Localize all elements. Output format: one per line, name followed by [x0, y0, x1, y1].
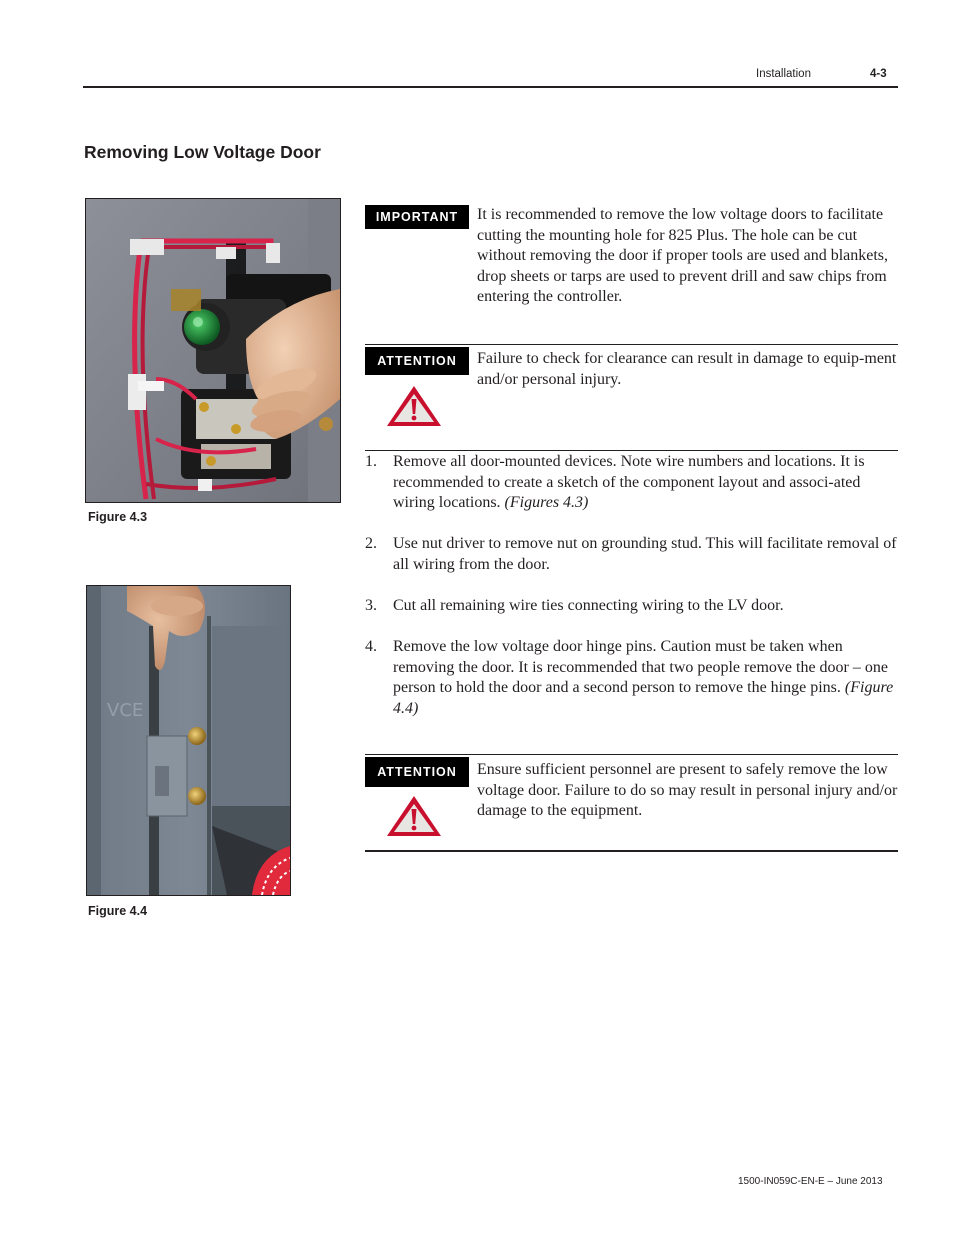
step-1-figure-ref: (Figures 4.3): [504, 494, 589, 511]
figure-4-4-photo: [86, 585, 291, 896]
section-title: Removing Low Voltage Door: [84, 142, 321, 162]
figure-4-3-caption: Figure 4.3: [88, 510, 148, 524]
important-text: It is recommended to remove the low voltage doors to facilitate cutting the mounting hole for 825 Plus. The hole can be cut without removing the door if proper tools are used and blankets, drop sheets or tarps are used to prevent drill and saw chips from entering the controller.: [477, 206, 889, 305]
attention-2-top-rule: [365, 754, 898, 755]
step-1-text: Remove all door-mounted devices. Note wire numbers and locations. It is recommended to create a sketch of the component layout and associ-ated wiring locations.: [393, 453, 865, 511]
header-rule: [83, 86, 898, 88]
warning-triangle-icon: [385, 794, 443, 838]
attention-2-text: Ensure sufficient personnel are present to safely remove the low voltage door. Failure to do so may result in personal injury and/or damage to the equipment.: [477, 761, 898, 819]
attention-1-top-rule: [365, 344, 898, 345]
attention-2-label: ATTENTION: [365, 757, 469, 787]
step-4-number: 4.: [365, 638, 377, 655]
step-4-figure-ref: (Figure 4.4): [393, 679, 894, 717]
step-1-number: 1.: [365, 453, 377, 470]
step-1: [365, 452, 898, 514]
step-3-number: 3.: [365, 597, 377, 614]
attention-2-bottom-rule: [365, 850, 898, 852]
step-3-text: Cut all remaining wire ties connecting wiring to the LV door.: [393, 597, 784, 614]
attention-1-text: Failure to check for clearance can result in damage to equip-ment and/or personal injury.: [477, 350, 897, 388]
header-section: Installation: [756, 68, 811, 80]
attention-1-bottom-rule: [365, 450, 898, 451]
step-4: [365, 637, 898, 719]
page-number: 4-3: [870, 68, 887, 80]
important-label: IMPORTANT: [365, 205, 469, 229]
footer-publication: 1500-IN059C-EN-E – June 2013: [738, 1176, 883, 1187]
step-4-text: Remove the low voltage door hinge pins. Caution must be taken when removing the door. It is recommended that two people remove the door – one person to hold the door and a second person to remove the hinge pins.: [393, 638, 888, 696]
step-2: [365, 534, 898, 575]
step-3: [365, 596, 898, 617]
attention-1-label: ATTENTION: [365, 347, 469, 375]
figure-4-4-caption: Figure 4.4: [88, 904, 148, 918]
figure-4-3-photo: [85, 198, 341, 503]
warning-triangle-icon: [385, 384, 443, 428]
step-2-text: Use nut driver to remove nut on grounding stud. This will facilitate removal of all wiring from the door.: [393, 535, 897, 573]
step-2-number: 2.: [365, 535, 377, 552]
door-marking: VCE: [107, 700, 144, 721]
